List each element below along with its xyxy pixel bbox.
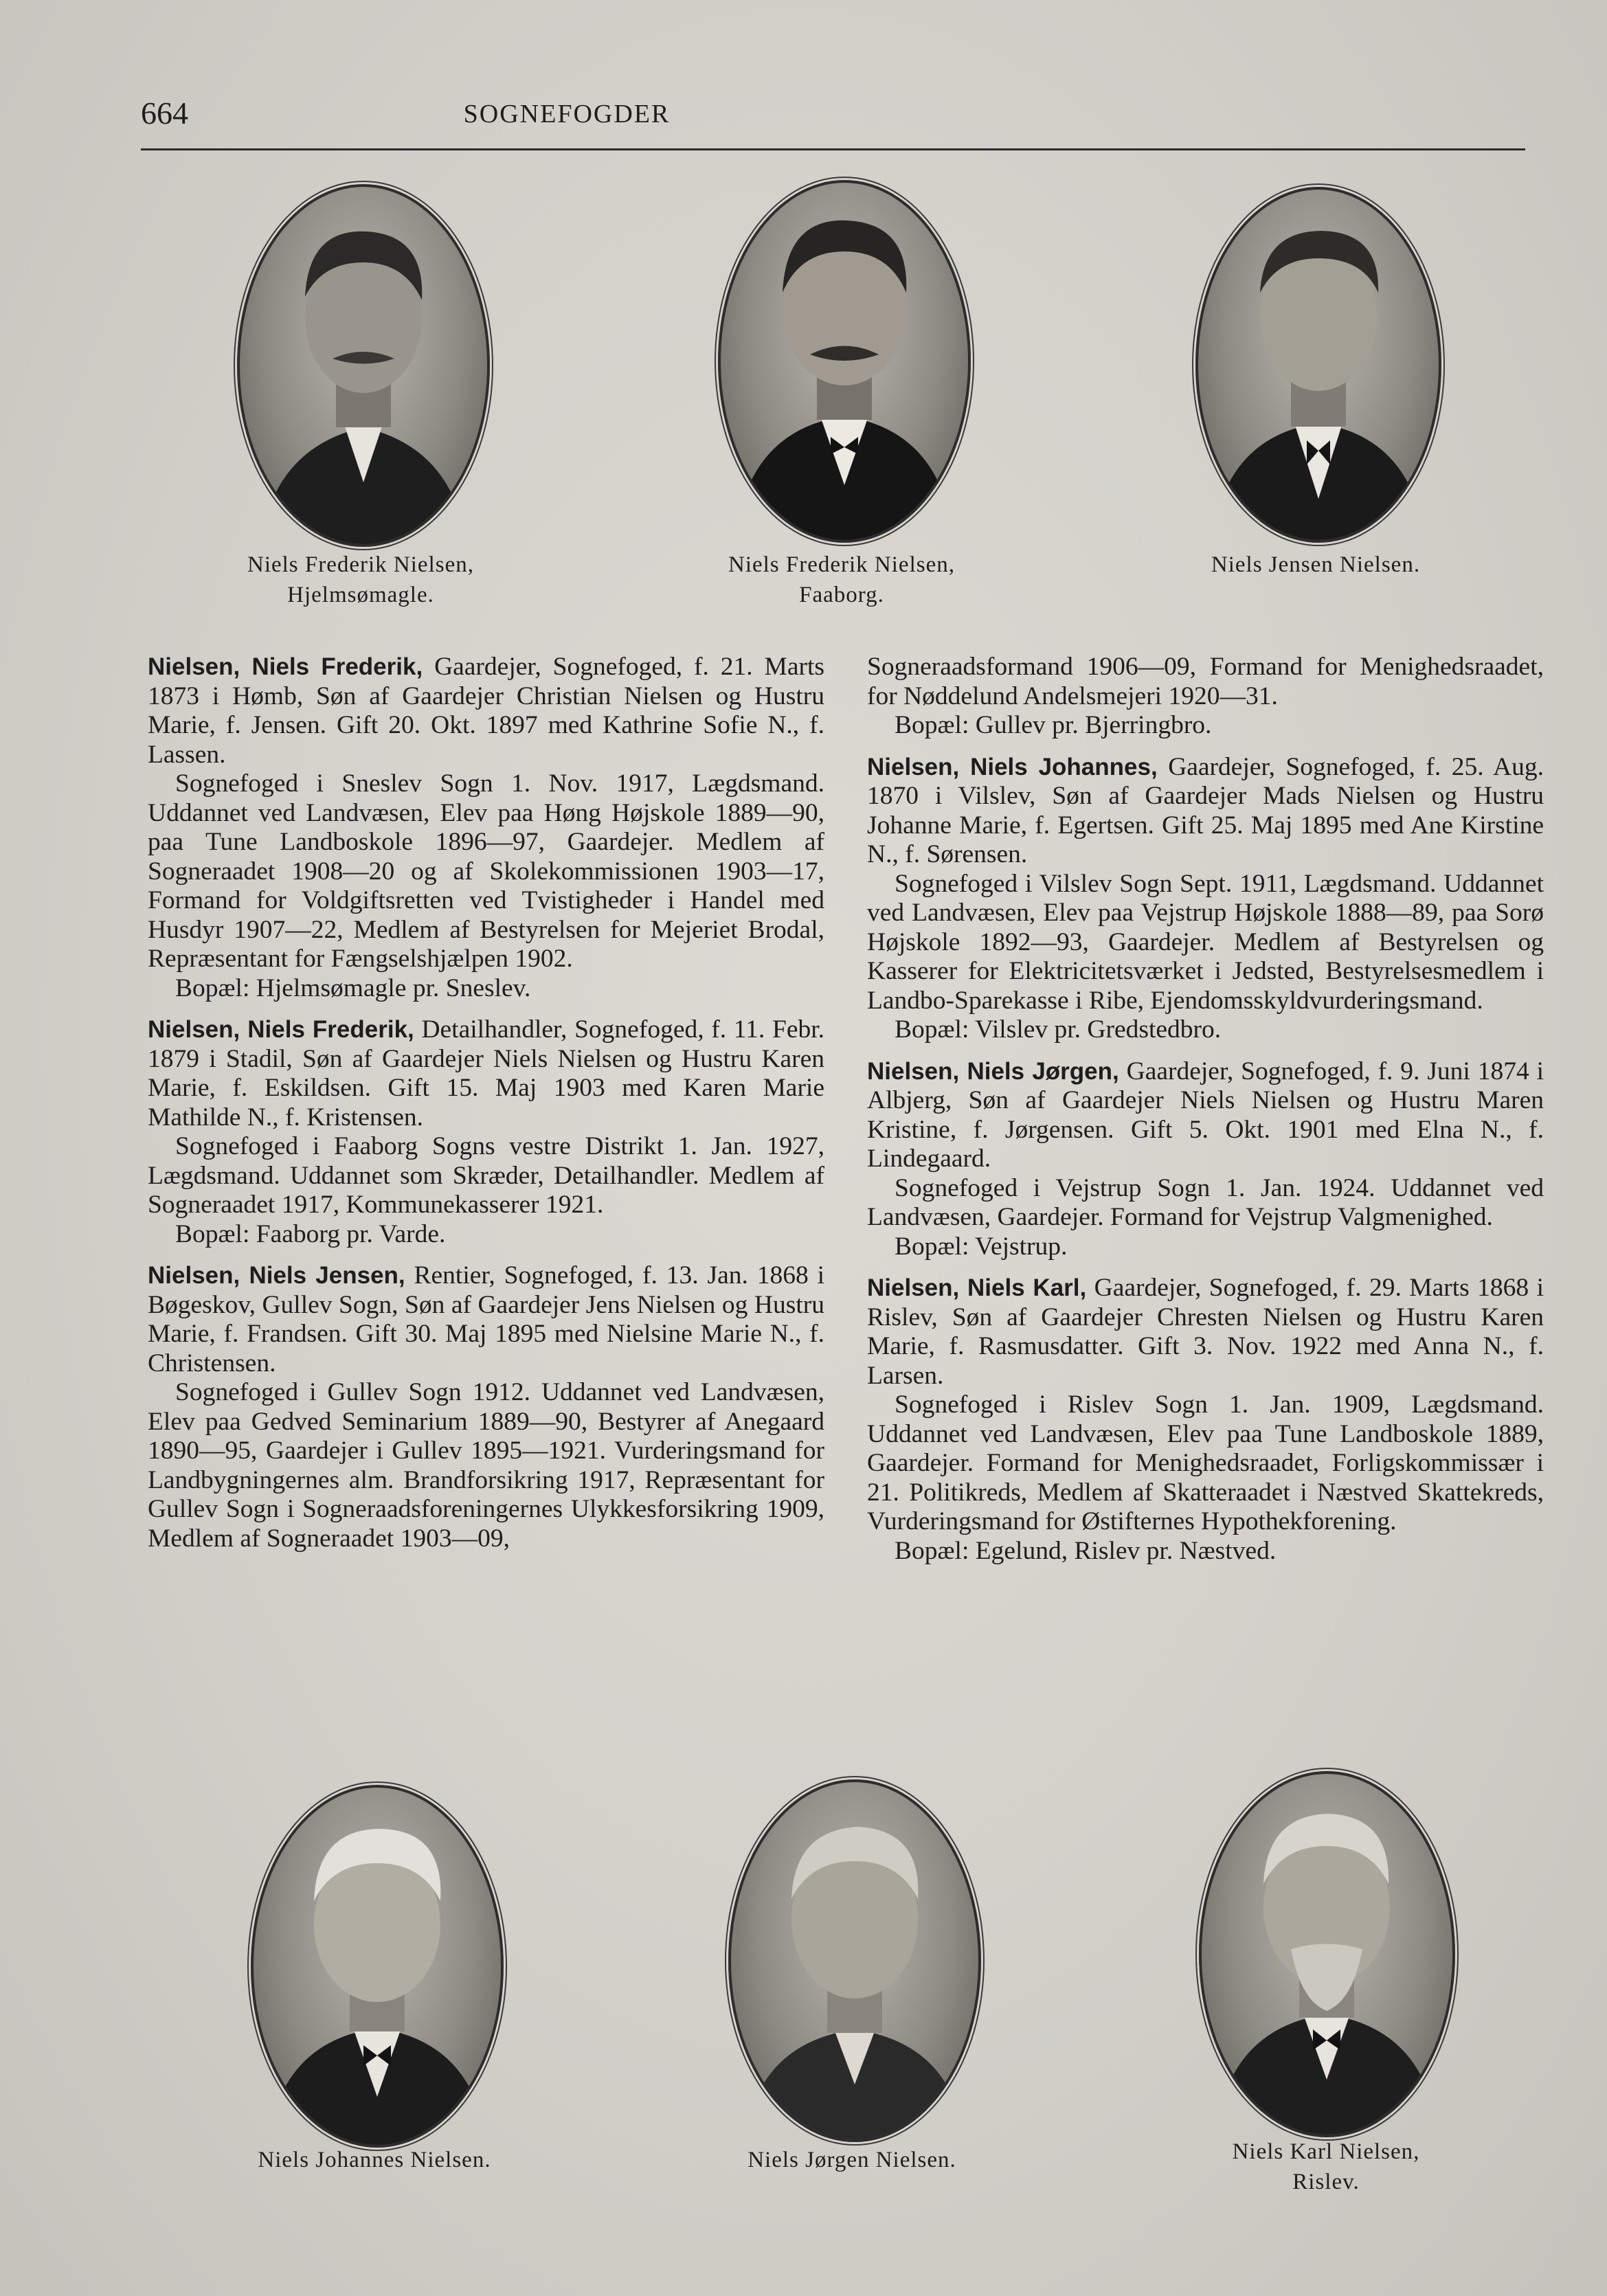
entry-lead: Gaardejer, Sognefoged, f. 25. Aug. 1870 i Vilslev, Søn af Gaardejer Mads Nielsen og Hustru Johanne Marie, f. Egertsen. Gift 25. Maj 1895 med Ane Kirstine N., f. Sørensen. [867, 752, 1544, 868]
entry-lead: Gaardejer, Sognefoged, f. 9. Juni 1874 i Albjerg, Søn af Gaardejer Niels Nielsen og Hustru Maren Kristine, f. Jørgensen. Gift 5. Okt. 1901 med Elna N., f. Lindegaard. [867, 1057, 1544, 1173]
caption-line: Niels Frederik Nielsen, [247, 552, 474, 577]
entry-name: Nielsen, Niels Jensen, [148, 1262, 405, 1289]
portrait-photo [251, 1785, 504, 2148]
entry-residence: Bopæl: Gullev pr. Bjerringbro. [895, 711, 1212, 739]
caption-line: Faaborg. [799, 583, 884, 607]
portrait-photo-image [254, 1788, 501, 2145]
caption-line: Hjelmsømagle. [287, 583, 434, 607]
entry-lead: Rentier, Sognefoged, f. 13. Jan. 1868 i Bøgeskov, Gullev Sogn, Søn af Gaardejer Jens Nielsen og Hustru Marie, f. Frandsen. Gift 30. Maj 1895 med Nielsine Marie N., f. Christensen. [148, 1261, 824, 1377]
caption-niels-jorgen [697, 2145, 1007, 2175]
entry-body: Sognefoged i Rislev Sogn 1. Jan. 1909, Lægdsmand. Uddannet ved Landvæsen, Elev paa Tune Landboskole 1889, Gaardejer. Formand for Menighedsraadet, Forligskommissær i 21. Politikreds, Medlem af Skatteraadet i Næstved Skattekreds, Vurderingsmand for Østifternes Hypothekforening. [867, 1391, 1544, 1535]
entry-residence: Bopæl: Hjelmsømagle pr. Sneslev. [175, 973, 531, 1002]
entry-residence: Bopæl: Vejstrup. [895, 1232, 1068, 1261]
entry-continuation: Sogneraadsformand 1906—09, Formand for Menighedsraadet, for Nøddelund Andelsmejeri 1920—31. [867, 653, 1544, 710]
entry-residence: Bopæl: Vilslev pr. Gredstedbro. [895, 1015, 1222, 1044]
portrait-photo-image [240, 187, 487, 544]
biography-entry [867, 1057, 1544, 1262]
portrait-photo [1195, 187, 1441, 543]
caption-line: Rislev. [1292, 2170, 1360, 2194]
portrait-photo [1199, 1771, 1455, 2137]
caption-niels-frederik-hjelmsomagle [206, 550, 515, 610]
biography-entry-continuation [867, 653, 1544, 741]
left-text-column [148, 653, 824, 1566]
caption-niels-johannes [220, 2145, 529, 2175]
right-text-column [867, 653, 1544, 1578]
entry-name: Nielsen, Niels Frederik, [148, 1016, 414, 1043]
entry-residence: Bopæl: Faaborg pr. Varde. [175, 1219, 446, 1248]
portrait-photo [237, 184, 490, 547]
running-title: SOGNEFOGDER [463, 100, 671, 128]
caption-niels-frederik-faaborg [687, 550, 996, 610]
entry-body: Sognefoged i Faaborg Sogns vestre Distrikt 1. Jan. 1927, Lægdsmand. Uddannet som Skræder, Detailhandler. Medlem af Sogneraadet 1917, Kommunekasserer 1921. [148, 1132, 824, 1219]
portrait-photo-image [721, 183, 968, 540]
entry-name: Nielsen, Niels Jørgen, [867, 1057, 1119, 1085]
header-rule [141, 148, 1525, 150]
portrait-photo-image [1198, 190, 1439, 540]
caption-niels-karl [1171, 2137, 1481, 2197]
biography-entry [148, 653, 824, 1003]
biography-entry [148, 1015, 824, 1249]
entry-body: Sognefoged i Gullev Sogn 1912. Uddannet ved Landvæsen, Elev paa Gedved Seminarium 1889—90, Bestyrer af Anegaard 1890—95, Gaardejer i Gullev 1895—1921. Vurderingsmand for Landbygningernes alm. Brandforsikring 1917, Repræsentant for Gullev Sogn i Sogneraadsforeningernes Ulykkesforsikring 1909, Medlem af Sogneraadet 1903—09, [148, 1378, 824, 1553]
entry-body: Sognefoged i Sneslev Sogn 1. Nov. 1917, Lægdsmand. Uddannet ved Landvæsen, Elev paa Høng Højskole 1889—90, paa Tune Landboskole 1896—97, Gaardejer. Medlem af Sogneraadet 1908—20 og af Skolekommissionen 1903—17, Formand for Voldgiftsretten ved Tvistigheder i Handel med Husdyr 1907—22, Medlem af Bestyrelsen for Mejeriet Brodal, Repræsentant for Fængselshjælpen 1902. [148, 769, 824, 973]
entry-lead: Detailhandler, Sognefoged, f. 11. Febr. 1879 i Stadil, Søn af Gaardejer Niels Nielsen og Hustru Karen Marie, f. Eskildsen. Gift 15. Maj 1903 med Karen Marie Mathilde N., f. Kristensen. [148, 1015, 825, 1132]
entry-name: Nielsen, Niels Frederik, [148, 653, 423, 680]
caption-niels-jensen [1161, 550, 1470, 580]
portrait-photo-image [1202, 1774, 1452, 2135]
entry-name: Nielsen, Niels Karl, [867, 1274, 1087, 1301]
entry-lead: Gaardejer, Sognefoged, f. 29. Marts 1868 i Rislev, Søn af Gaardejer Chresten Nielsen og Hustru Karen Marie, f. Rasmusdatter. Gift 3. Nov. 1922 med Anna N., f. Larsen. [867, 1274, 1544, 1390]
caption-line: Niels Jensen Nielsen. [1211, 552, 1421, 577]
portrait-photo-image [731, 1782, 978, 2139]
portrait-photo [718, 180, 971, 543]
caption-line: Niels Jørgen Nielsen. [748, 2148, 956, 2172]
portrait-photo [728, 1779, 981, 2142]
caption-line: Niels Frederik Nielsen, [728, 552, 955, 577]
biography-entry [148, 1261, 824, 1553]
entry-body: Sognefoged i Vilslev Sogn Sept. 1911, Lægdsmand. Uddannet ved Landvæsen, Elev paa Vejstrup Højskole 1888—89, paa Sorø Højskole 1892—93, Gaardejer. Medlem af Bestyrelsen og Kasserer for Elektricitetsværket i Jedsted, Bestyrelsesmedlem i Landbo-Sparekasse i Ribe, Ejendomsskyldvurderingsmand. [867, 869, 1544, 1015]
entry-lead: Gaardejer, Sognefoged, f. 21. Marts 1873 i Hømb, Søn af Gaardejer Christian Nielsen og Hustru Marie, f. Jensen. Gift 20. Okt. 1897 med Kathrine Sofie N., f. Lassen. [148, 653, 824, 769]
entry-residence: Bopæl: Egelund, Rislev pr. Næstved. [895, 1536, 1277, 1565]
caption-line: Niels Johannes Nielsen. [258, 2148, 491, 2172]
biography-entry [867, 1274, 1544, 1566]
caption-line: Niels Karl Nielsen, [1232, 2139, 1420, 2164]
entry-body: Sognefoged i Vejstrup Sogn 1. Jan. 1924. Uddannet ved Landvæsen, Gaardejer. Formand for Vejstrup Valgmenighed. [867, 1173, 1544, 1231]
entry-name: Nielsen, Niels Johannes, [867, 753, 1158, 780]
page-number: 664 [141, 95, 188, 131]
biography-entry [867, 753, 1544, 1045]
page-header [141, 95, 1525, 143]
